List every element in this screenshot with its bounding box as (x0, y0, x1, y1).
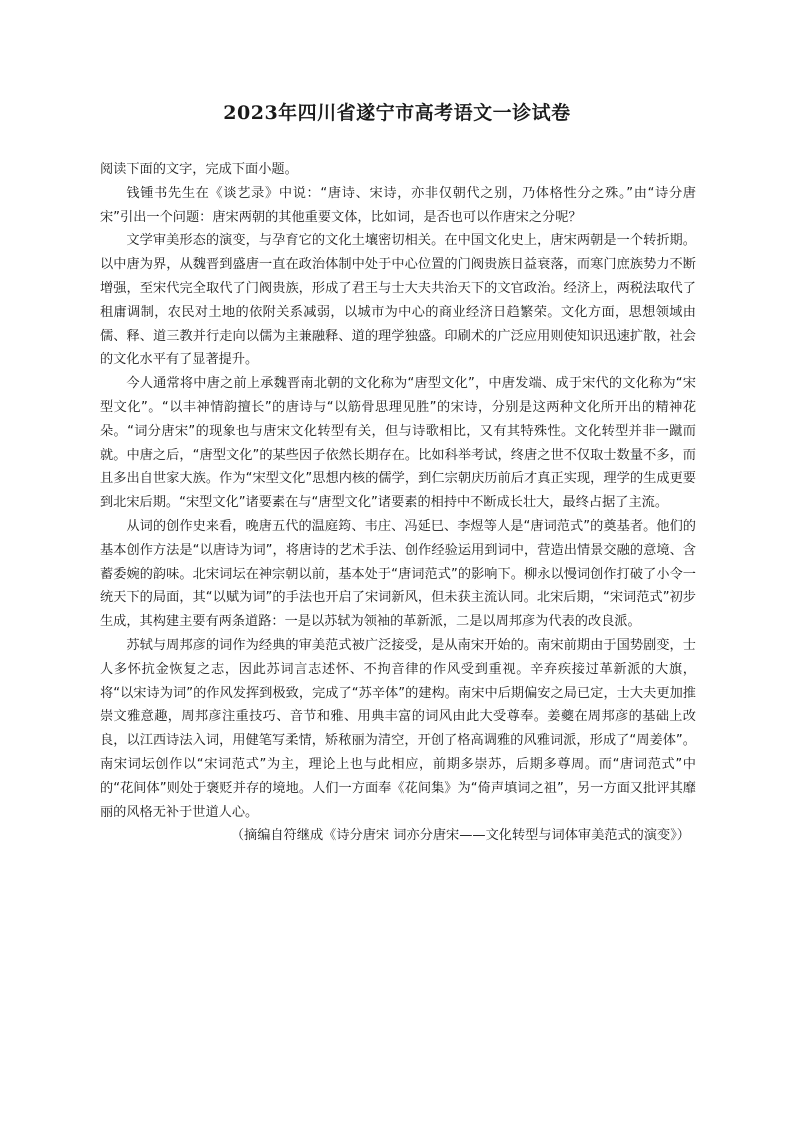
paragraph-4: 从词的创作史来看，晚唐五代的温庭筠、韦庄、冯延巳、李煜等人是“唐词范式”的奠基者。他们的基本创作方法是“以唐诗为词”，将唐诗的艺术手法、创作经验运用到词中，营造出情景交融的意境、含蓄委婉的韵味。北宋词坛在神宗朝以前，基本处于“唐词范式”的影响下。柳永以慢词创作打破了小令一统天下的局面，其“以赋为词”的手法也开启了宋词新风，但未获主流认同。北宋后期，“宋词范式”初步生成，其构建主要有两条道路：一是以苏轼为领袖的革新派，二是以周邦彦为代表的改良派。 (100, 518, 696, 630)
document-title: 2023年四川省遂宁市高考语文一诊试卷 (223, 102, 571, 124)
paragraph-5: 苏轼与周邦彦的词作为经典的审美范式被广泛接受，是从南宋开始的。南宋前期由于国势剧变，士人多怀抗金恢复之志，因此苏词言志述怀、不拘音律的作风受到重视。辛弃疾接过革新派的大旗，将“以宋诗为词”的作风发挥到极致，完成了“苏辛体”的建构。南宋中后期偏安之局已定，士大夫更加推崇文雅意趣，周邦彦注重技巧、音节和雅、用典丰富的词风由此大受尊奉。姜夔在周邦彦的基础上改良，以江西诗法入词，用健笔写柔情，矫秾丽为清空，开创了格高调雅的风雅词派，形成了“周姜体”。南宋词坛创作以“宋词范式”为主，理论上也与此相应，前期多崇苏，后期多尊周。而“唐词范式”中的“花间体”则处于褒贬并存的境地。人们一方面奉《花间集》为“倚声填词之祖”，另一方面又批评其靡丽的风格无补于世道人心。 (100, 637, 696, 820)
paragraph-2: 文学审美形态的演变，与孕育它的文化土壤密切相关。在中国文化史上，唐宋两朝是一个转折期。以中唐为界，从魏晋到盛唐一直在政治体制中处于中心位置的门阀贵族日益衰落，而寒门庶族势力不断增强，至宋代完全取代了门阀贵族，形成了君王与士大夫共治天下的文官政治。经济上，两税法取代了租庸调制，农民对土地的依附关系减弱，以城市为中心的商业经济日趋繁荣。文化方面，思想领域由儒、释、道三教并行走向以儒为主兼融释、道的理学独盛。印刷术的广泛应用则使知识迅速扩散，社会的文化水平有了显著提升。 (100, 233, 696, 368)
source-citation: （摘编自符继成《诗分唐宋 词亦分唐宋——文化转型与词体审美范式的演变》） (230, 828, 690, 844)
instruction-text: 阅读下面的文字，完成下面小题。 (100, 162, 298, 177)
paragraph-3: 今人通常将中唐之前上承魏晋南北朝的文化称为“唐型文化”，中唐发端、成于宋代的文化称为“宋型文化”。“以丰神情韵擅长”的唐诗与“以筋骨思理见胜”的宋诗，分别是这两种文化所开出的精神花朵。“词分唐宋”的现象也与唐宋文化转型有关，但与诗歌相比，又有其特殊性。文化转型并非一蹴而就。中唐之后，“唐型文化”的某些因子依然长期存在。比如科举考试，终唐之世不仅取士数量不多，而且多出自世家大族。作为“宋型文化”思想内核的儒学，到仁宗朝庆历前后才真正实现，理学的生成更要到北宋后期。“宋型文化”诸要素在与“唐型文化”诸要素的相持中不断成长壮大，最终占据了主流。 (100, 376, 696, 511)
passage (100, 158, 696, 848)
paragraph-1: 钱锺书先生在《谈艺录》中说：“唐诗、宋诗，亦非仅朝代之别，乃体格性分之殊。”由“诗分唐宋”引出一个问题：唐宋两朝的其他重要文体，比如词，是否也可以作唐宋之分呢？ (100, 185, 696, 225)
